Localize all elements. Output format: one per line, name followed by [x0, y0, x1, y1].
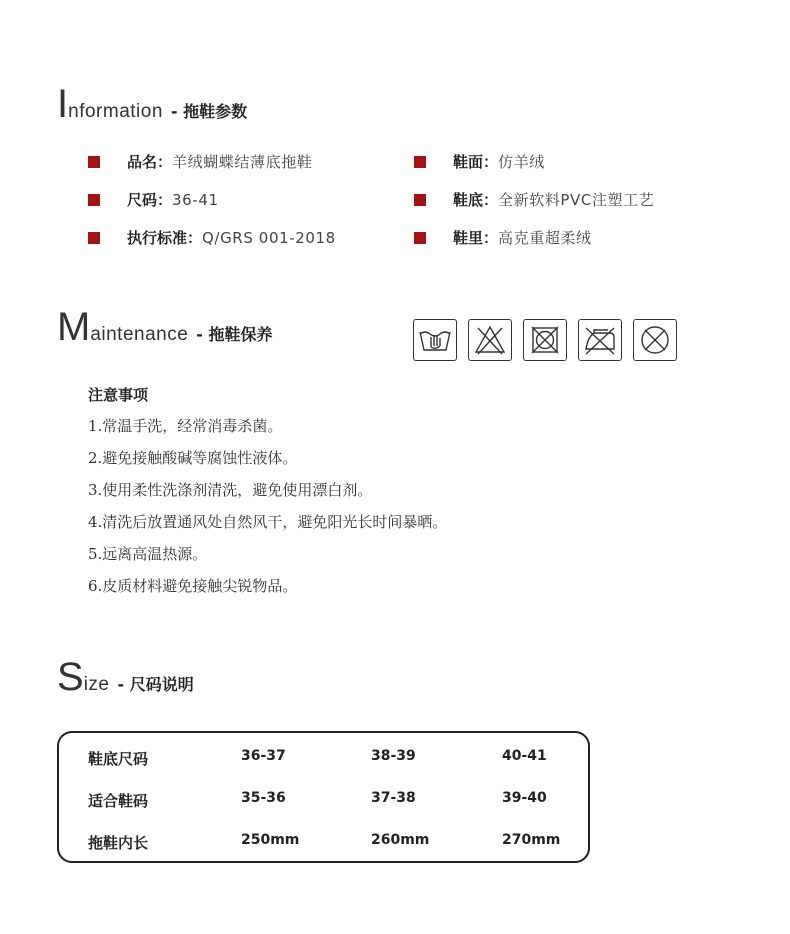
- size-heading-initial: S: [57, 655, 84, 699]
- maintenance-heading: [57, 307, 273, 347]
- size-table-row: [59, 832, 588, 852]
- bullet-marker: [88, 156, 100, 168]
- info-item-sole: [414, 189, 654, 210]
- information-heading: [57, 84, 247, 124]
- do-not-bleach-icon: [468, 319, 512, 361]
- info-value: 全新软料PVC注塑工艺: [498, 191, 655, 209]
- info-label: 鞋底：: [453, 191, 499, 209]
- care-note: 4.清洗后放置通风处自然风干，避免阳光长时间暴晒。: [88, 513, 448, 531]
- info-label: 鞋面：: [453, 153, 499, 171]
- size-heading: [57, 657, 194, 697]
- info-label: 尺码：: [127, 191, 173, 209]
- table-cell: 40-41: [502, 748, 547, 764]
- maintenance-heading-rest: aintenance: [90, 324, 189, 345]
- info-value: 高克重超柔绒: [498, 229, 592, 247]
- table-cell: 250mm: [241, 832, 300, 848]
- info-item-product-name: [88, 151, 312, 172]
- care-note: 6.皮质材料避免接触尖锐物品。: [88, 577, 298, 595]
- bullet-marker: [88, 232, 100, 244]
- maintenance-heading-initial: M: [57, 305, 91, 349]
- info-label: 品名：: [127, 153, 173, 171]
- row-header: 鞋底尺码: [88, 750, 149, 768]
- info-label: 鞋里：: [453, 229, 499, 247]
- information-heading-cn: - 拖鞋参数: [170, 102, 248, 121]
- info-value: Q/GRS 001-2018: [202, 228, 336, 247]
- table-cell: 36-37: [241, 748, 286, 764]
- bullet-marker: [88, 194, 100, 206]
- information-heading-initial: I: [57, 82, 69, 126]
- care-note: 2.避免接触酸碱等腐蚀性液体。: [88, 449, 298, 467]
- table-cell: 38-39: [371, 748, 416, 764]
- do-not-tumble-dry-icon: [523, 319, 567, 361]
- bullet-marker: [414, 156, 426, 168]
- info-label: 执行标准：: [127, 229, 203, 247]
- care-note: 1.常温手洗，经常消毒杀菌。: [88, 417, 283, 435]
- table-cell: 260mm: [371, 832, 430, 848]
- care-notes-list: [88, 410, 447, 602]
- notes-title: 注意事项: [88, 386, 149, 404]
- bullet-marker: [414, 194, 426, 206]
- row-header: 拖鞋内长: [88, 834, 149, 852]
- size-heading-cn: - 尺码说明: [117, 675, 194, 694]
- care-note: 3.使用柔性洗涤剂清洗，避免使用漂白剂。: [88, 481, 373, 499]
- care-note: 5.远离高温热源。: [88, 545, 208, 563]
- info-item-size: [88, 189, 219, 210]
- care-icons-row: [413, 319, 677, 361]
- size-table-row: [59, 790, 588, 810]
- info-item-upper: [414, 151, 545, 172]
- table-cell: 39-40: [502, 790, 547, 806]
- info-value: 仿羊绒: [498, 153, 545, 171]
- bullet-marker: [414, 232, 426, 244]
- table-cell: 37-38: [371, 790, 416, 806]
- size-table-row: [59, 748, 588, 768]
- do-not-iron-icon: [578, 319, 622, 361]
- info-value: 36-41: [172, 190, 219, 209]
- do-not-dry-clean-icon: [633, 319, 677, 361]
- info-item-lining: [414, 227, 592, 248]
- info-value: 羊绒蝴蝶结薄底拖鞋: [172, 153, 313, 171]
- information-heading-rest: nformation: [68, 101, 163, 122]
- row-header: 适合鞋码: [88, 792, 149, 810]
- size-table: [57, 731, 590, 863]
- table-cell: 35-36: [241, 790, 286, 806]
- size-heading-rest: ize: [83, 674, 110, 695]
- info-item-standard: [88, 227, 336, 248]
- maintenance-heading-cn: - 拖鞋保养: [196, 325, 273, 344]
- hand-wash-icon: [413, 319, 457, 361]
- table-cell: 270mm: [502, 832, 561, 848]
